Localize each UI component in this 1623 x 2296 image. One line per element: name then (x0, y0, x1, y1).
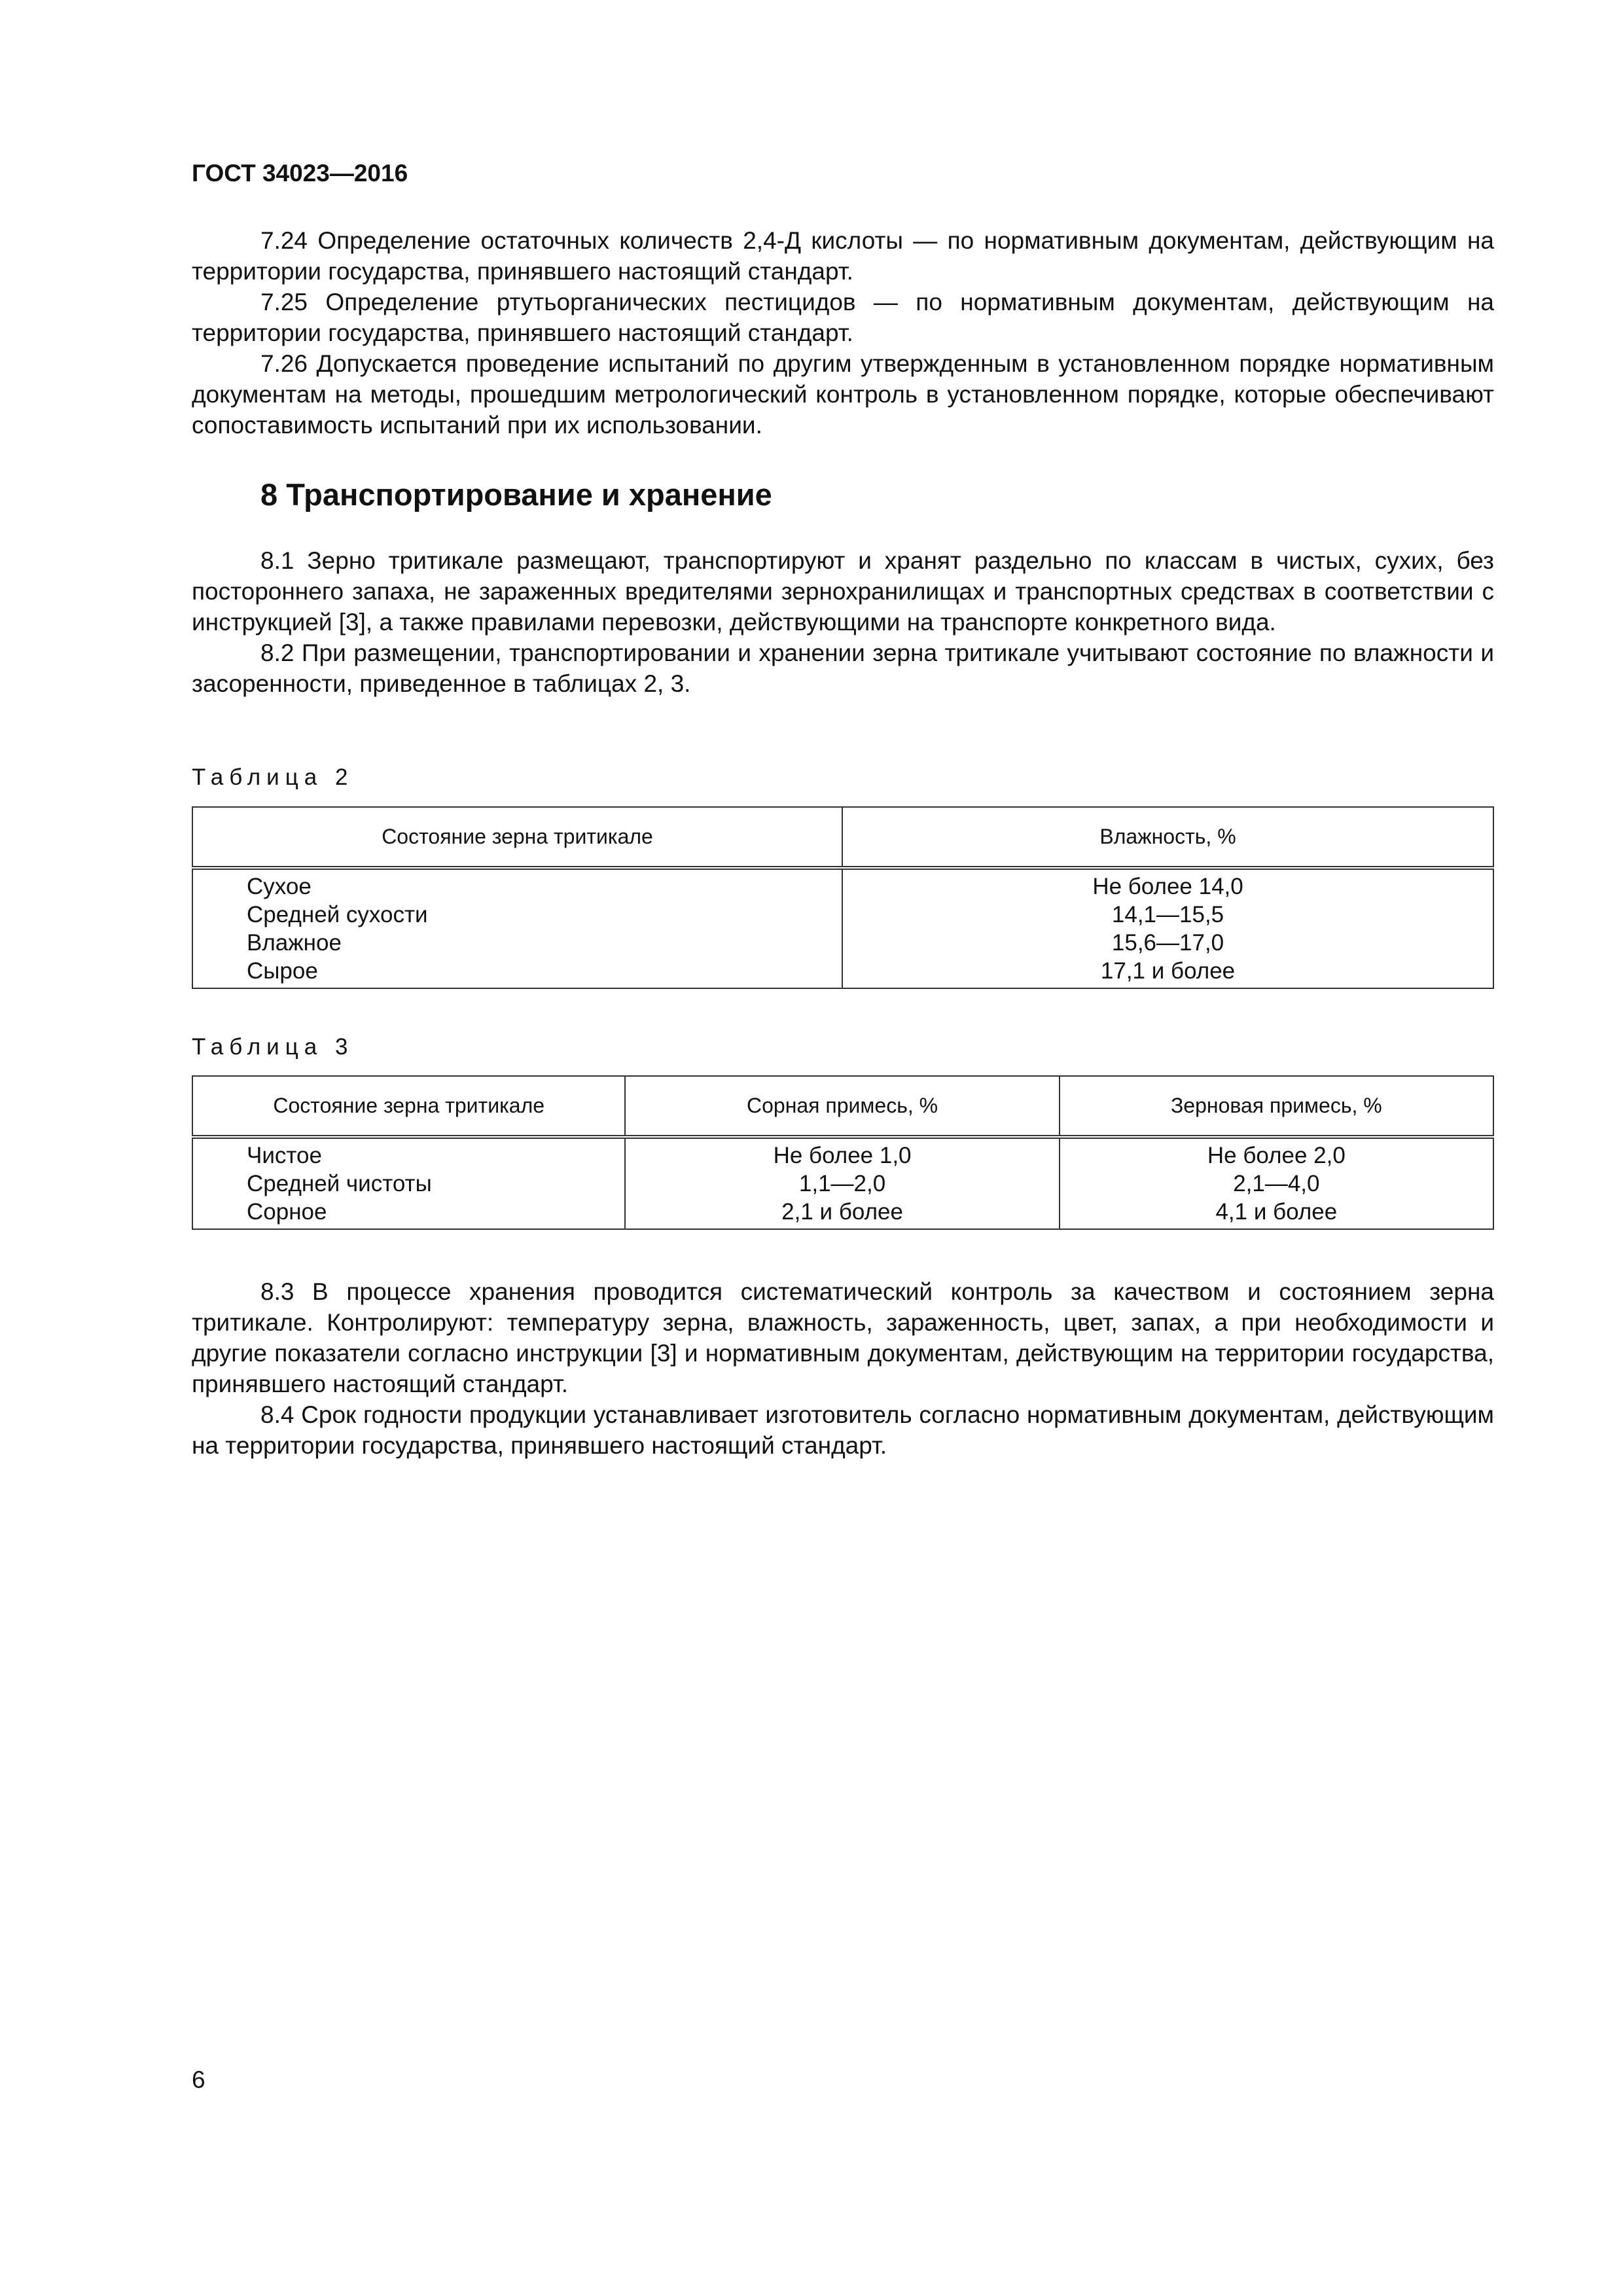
paragraphs-mid (192, 545, 1494, 699)
table-cell: 15,6—17,0 (1111, 930, 1224, 956)
table-cell: 14,1—15,5 (1111, 902, 1224, 927)
table-cell: Не более 14,0 (1092, 874, 1243, 899)
table-cell: Не более 2,0 (1207, 1143, 1346, 1168)
table-cell: Влажное (247, 930, 342, 956)
table-cell: Средней сухости (247, 902, 428, 927)
paragraph-8-4: 8.4 Срок годности продукции устанавливает изготовитель согласно нормативным документам, действующим на территории государства, принявшего настоящий стандарт. (192, 1401, 1494, 1459)
table3-header-state: Состояние зерна тритикале (192, 1076, 625, 1137)
table3-header-weed: Сорная примесь, % (625, 1076, 1059, 1137)
table2 (192, 806, 1494, 989)
table-cell: 1,1—2,0 (798, 1171, 886, 1196)
table3 (192, 1075, 1494, 1230)
table-cell: Сырое (247, 958, 318, 984)
table3-col-state (192, 1137, 625, 1229)
table-cell: Сухое (247, 874, 312, 899)
paragraph-7-26: 7.26 Допускается проведение испытаний по другим утвержденным в установленном порядке нормативным документам на методы, прошедшим метрологический контроль в установленном порядке, которые обеспечивают сопоставимость испытаний при их использовании. (192, 350, 1494, 439)
table-cell: Сорное (247, 1199, 327, 1225)
table-cell: 2,1 и более (781, 1199, 903, 1225)
table2-col-state (192, 868, 842, 988)
section-title: 8 Транспортирование и хранение (260, 477, 772, 512)
table3-caption: Таблица 3 (192, 1034, 354, 1060)
table2-header-moisture: Влажность, % (842, 807, 1493, 868)
table-cell: Не более 1,0 (773, 1143, 912, 1168)
table2-caption: Таблица 2 (192, 764, 354, 790)
paragraphs-bottom (192, 1276, 1494, 1461)
table-cell: 4,1 и более (1215, 1199, 1338, 1225)
document-header: ГОСТ 34023—2016 (192, 160, 408, 187)
table3-col-grain (1060, 1137, 1493, 1229)
table-cell: 2,1—4,0 (1233, 1171, 1320, 1196)
paragraph-8-3: 8.3 В процессе хранения проводится систематический контроль за качеством и состоянием зерна тритикале. Контролируют: температуру зерна, влажность, зараженность, цвет, запах, а при необходимости и другие показатели согласно инструкции [3] и нормативным документам, действующим на территории государства, принявшего настоящий стандарт. (192, 1278, 1494, 1397)
table2-col-moisture (842, 868, 1493, 988)
table3-header-grain: Зерновая примесь, % (1060, 1076, 1493, 1137)
table-cell: 17,1 и более (1100, 958, 1236, 984)
paragraph-8-1: 8.1 Зерно тритикале размещают, транспортируют и хранят раздельно по классам в чистых, сухих, без постороннего запаха, не зараженных вредителями зернохранилищах и транспортных средствах в соответствии с инструкцией [3], а также правилами перевозки, действующими на транспорте конкретного вида. (192, 547, 1494, 636)
page-number: 6 (192, 2066, 205, 2093)
table3-col-weed (625, 1137, 1059, 1229)
paragraph-7-24: 7.24 Определение остаточных количеств 2,4-Д кислоты — по нормативным документам, действующим на территории государства, принявшего настоящий стандарт. (192, 227, 1494, 285)
paragraph-8-2: 8.2 При размещении, транспортировании и хранении зерна тритикале учитывают состояние по влажности и засоренности, приведенное в таблицах 2, 3. (192, 639, 1494, 697)
table-cell: Средней чистоты (247, 1171, 432, 1196)
paragraph-7-25: 7.25 Определение ртутьорганических пестицидов — по нормативным документам, действующим на территории государства, принявшего настоящий стандарт. (192, 289, 1494, 346)
table-cell: Чистое (247, 1143, 322, 1168)
table2-header-state: Состояние зерна тритикале (192, 807, 842, 868)
paragraphs-top (192, 225, 1494, 440)
